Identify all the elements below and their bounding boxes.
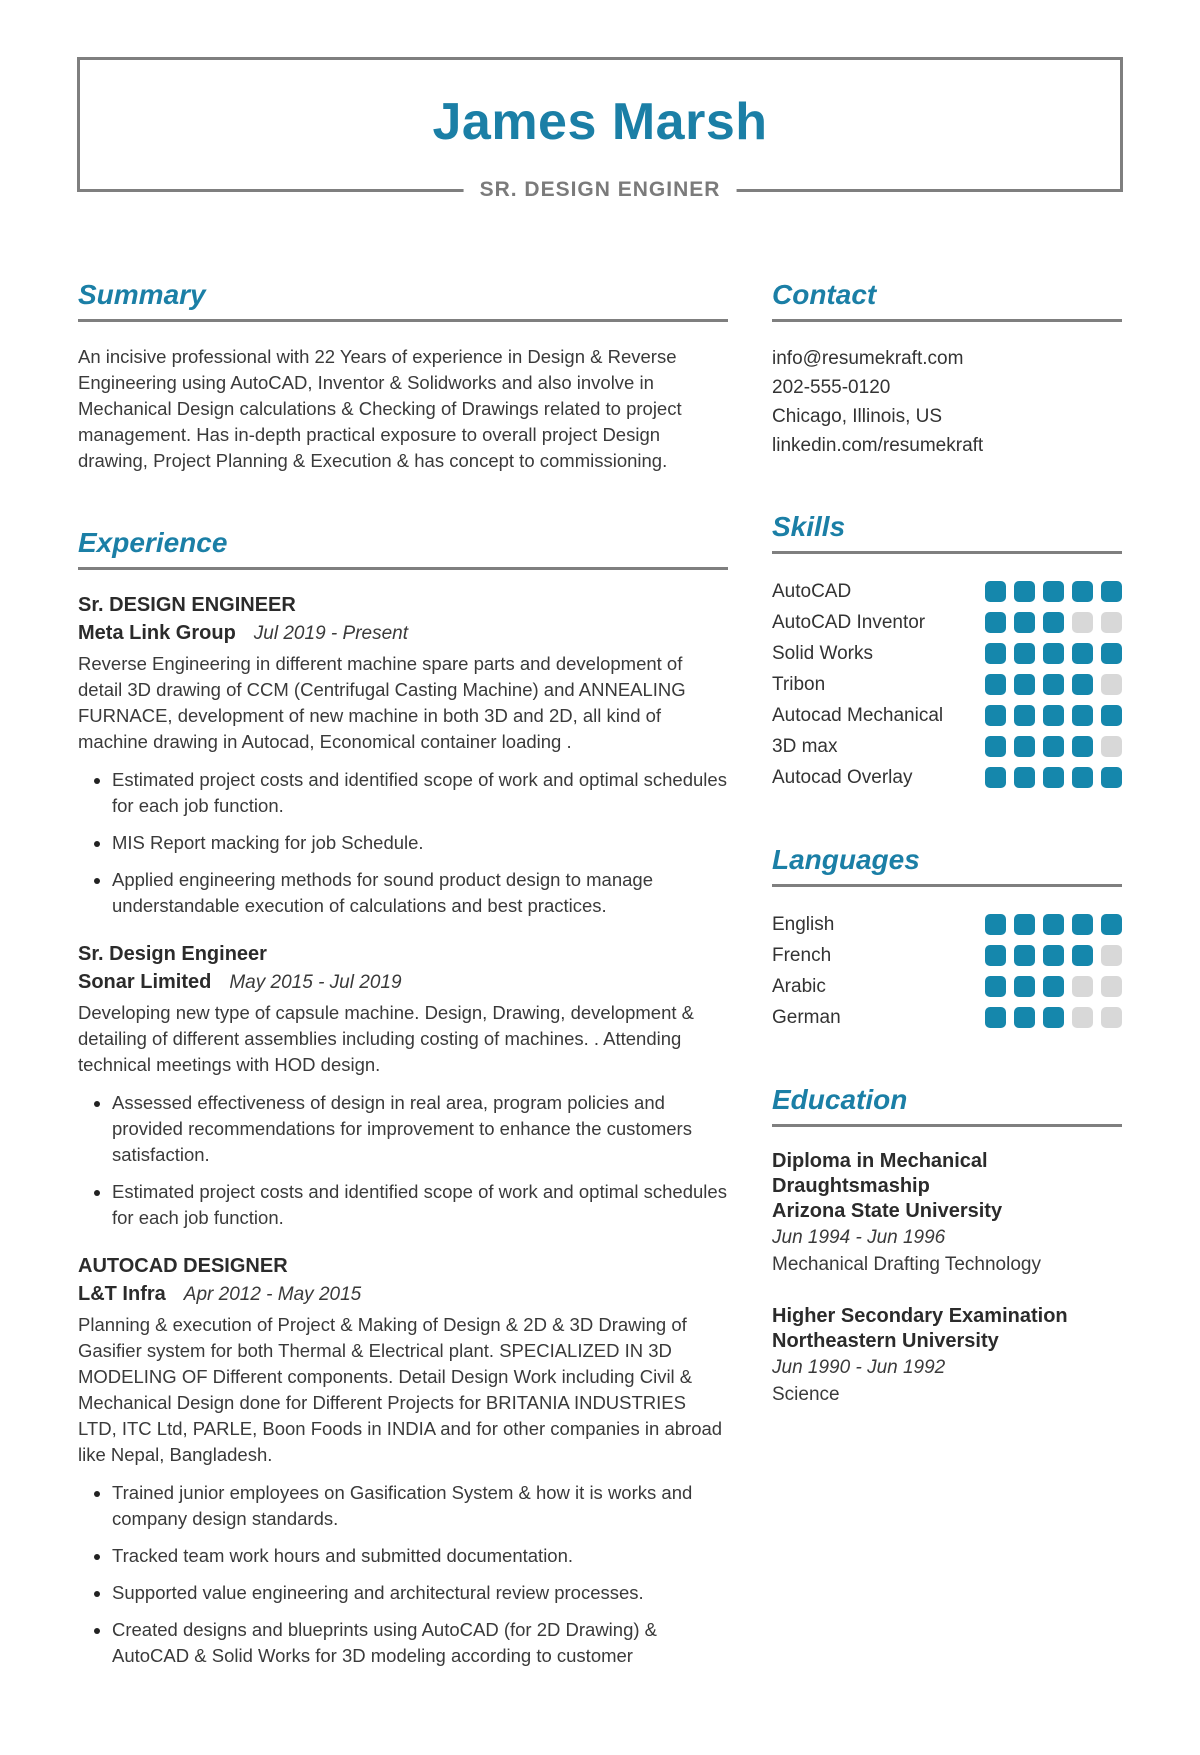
rating-square-filled bbox=[1072, 945, 1093, 966]
rating-square-filled bbox=[1101, 643, 1122, 664]
experience-section bbox=[78, 528, 728, 1669]
rating-square-filled bbox=[1014, 643, 1035, 664]
skill-row bbox=[772, 731, 1122, 762]
rating-square-filled bbox=[985, 674, 1006, 695]
job-dates: Apr 2012 - May 2015 bbox=[183, 1284, 362, 1305]
rating-square-filled bbox=[1043, 945, 1064, 966]
skill-name: 3D max bbox=[772, 735, 838, 757]
header-job-title: SR. DESIGN ENGINER bbox=[464, 176, 737, 204]
rating-square-filled bbox=[1014, 767, 1035, 788]
header bbox=[77, 57, 1123, 201]
rating-square-filled bbox=[1101, 705, 1122, 726]
rating-square-filled bbox=[1043, 1007, 1064, 1028]
skill-rating bbox=[985, 643, 1122, 664]
rating-square-filled bbox=[1072, 581, 1093, 602]
rating-square-filled bbox=[985, 581, 1006, 602]
rating-square-filled bbox=[1072, 643, 1093, 664]
rating-square-filled bbox=[1014, 581, 1035, 602]
rating-square-filled bbox=[985, 914, 1006, 935]
rating-square-empty bbox=[1101, 945, 1122, 966]
education-dates: Jun 1994 - Jun 1996 bbox=[772, 1227, 946, 1248]
rating-square-empty bbox=[1101, 612, 1122, 633]
job-meta bbox=[78, 968, 728, 998]
skill-rating bbox=[985, 674, 1122, 695]
skill-rating bbox=[985, 767, 1122, 788]
rating-square-empty bbox=[1072, 612, 1093, 633]
job-entry bbox=[78, 592, 728, 919]
languages-section bbox=[772, 845, 1122, 1033]
rating-square-empty bbox=[1072, 976, 1093, 997]
job-bullet: • Estimated project costs and identified scope of work and optimal schedules for each job function. bbox=[112, 767, 728, 819]
job-meta bbox=[78, 619, 728, 649]
job-bullet-list bbox=[78, 1480, 728, 1669]
contact-email: info@resumekraft.com bbox=[772, 348, 964, 369]
education-field: Mechanical Drafting Technology bbox=[772, 1254, 1041, 1275]
education-degree: Higher Secondary Examination bbox=[772, 1305, 1068, 1327]
job-title: Sr. DESIGN ENGINEER bbox=[78, 594, 296, 616]
rating-square-filled bbox=[985, 705, 1006, 726]
summary-section bbox=[78, 280, 728, 474]
language-name: French bbox=[772, 944, 832, 966]
rating-square-filled bbox=[1072, 736, 1093, 757]
education-school: Arizona State University bbox=[772, 1200, 1003, 1222]
skill-name: Tribon bbox=[772, 673, 826, 695]
skill-rating bbox=[985, 612, 1122, 633]
rating-square-filled bbox=[985, 976, 1006, 997]
rating-square-filled bbox=[1014, 976, 1035, 997]
job-description: Developing new type of capsule machine. Design, Drawing, development & detailing of different assemblies including costing of machines. . Attending technical meetings with HOD design. bbox=[78, 1002, 694, 1075]
contact-linkedin: linkedin.com/resumekraft bbox=[772, 435, 984, 456]
experience-heading: Experience bbox=[78, 528, 728, 570]
skill-name: AutoCAD bbox=[772, 580, 852, 602]
language-row bbox=[772, 971, 1122, 1002]
job-entry bbox=[78, 941, 728, 1231]
rating-square-filled bbox=[985, 767, 1006, 788]
job-title: AUTOCAD DESIGNER bbox=[78, 1255, 288, 1277]
skill-row bbox=[772, 669, 1122, 700]
content-columns bbox=[0, 280, 1200, 1669]
rating-square-filled bbox=[985, 643, 1006, 664]
language-name: Arabic bbox=[772, 975, 826, 997]
job-bullet: • MIS Report macking for job Schedule. bbox=[112, 830, 728, 856]
rating-square-filled bbox=[1043, 674, 1064, 695]
job-company: L&T Infra bbox=[78, 1283, 166, 1305]
job-dates: Jul 2019 - Present bbox=[253, 623, 408, 644]
rating-square-filled bbox=[985, 612, 1006, 633]
education-entry bbox=[772, 1304, 1122, 1408]
languages-heading: Languages bbox=[772, 845, 1122, 887]
education-heading: Education bbox=[772, 1085, 1122, 1127]
contact-phone: 202-555-0120 bbox=[772, 377, 891, 398]
job-bullet: • Supported value engineering and architectural review processes. bbox=[112, 1580, 728, 1606]
rating-square-empty bbox=[1101, 1007, 1122, 1028]
language-row bbox=[772, 909, 1122, 940]
job-bullet: • Trained junior employees on Gasification System & how it is works and company design standards. bbox=[112, 1480, 728, 1532]
contact-heading: Contact bbox=[772, 280, 1122, 322]
job-dates: May 2015 - Jul 2019 bbox=[229, 972, 402, 993]
contact-section bbox=[772, 280, 1122, 460]
language-rating bbox=[985, 1007, 1122, 1028]
rating-square-filled bbox=[1043, 914, 1064, 935]
rating-square-filled bbox=[1014, 945, 1035, 966]
job-description: Planning & execution of Project & Making of Design & 2D & 3D Drawing of Gasifier system for both Thermal & Electrical plant. SPECIALIZED IN 3D MODELING OF Different components. Detail Design Work including Civil & Mechanical Design done for Different Projects for BRITANIA INDUSTRIES LTD, ITC Ltd, PARLE, Boon Foods in INDIA and for other companies in abroad like Nepal, Bangladesh. bbox=[78, 1314, 723, 1465]
skill-name: Solid Works bbox=[772, 642, 874, 664]
rating-square-filled bbox=[985, 1007, 1006, 1028]
language-name: German bbox=[772, 1006, 841, 1028]
education-degree: Diploma in Mechanical Draughtsmaship bbox=[772, 1150, 988, 1197]
education-field: Science bbox=[772, 1384, 840, 1405]
rating-square-filled bbox=[1101, 581, 1122, 602]
language-row bbox=[772, 940, 1122, 971]
skills-section bbox=[772, 512, 1122, 793]
education-section bbox=[772, 1085, 1122, 1408]
rating-square-filled bbox=[1072, 674, 1093, 695]
rating-square-filled bbox=[1014, 674, 1035, 695]
job-bullet: • Estimated project costs and identified scope of work and optimal schedules for each job function. bbox=[112, 1179, 728, 1231]
rating-square-filled bbox=[1043, 767, 1064, 788]
skill-rating bbox=[985, 581, 1122, 602]
job-bullet-list bbox=[78, 767, 728, 919]
skill-rating bbox=[985, 705, 1122, 726]
rating-square-empty bbox=[1072, 1007, 1093, 1028]
education-entry bbox=[772, 1149, 1122, 1278]
person-name: James Marsh bbox=[432, 92, 768, 151]
education-dates: Jun 1990 - Jun 1992 bbox=[772, 1357, 946, 1378]
rating-square-filled bbox=[1014, 914, 1035, 935]
rating-square-filled bbox=[1043, 643, 1064, 664]
rating-square-empty bbox=[1101, 736, 1122, 757]
skill-name: Autocad Mechanical bbox=[772, 704, 944, 726]
rating-square-filled bbox=[1014, 1007, 1035, 1028]
rating-square-filled bbox=[985, 945, 1006, 966]
job-entry bbox=[78, 1253, 728, 1669]
rating-square-filled bbox=[1043, 612, 1064, 633]
job-description: Reverse Engineering in different machine spare parts and development of detail 3D drawing of CCM (Centrifugal Casting Machine) and ANNEALING FURNACE, development of new machine in both 3D and 2D, all kind of machine drawing in Autocad, Economical container loading . bbox=[78, 653, 686, 752]
job-bullet: • Applied engineering methods for sound product design to manage understandable execution of calculations and best practices. bbox=[112, 867, 728, 919]
skill-row bbox=[772, 638, 1122, 669]
skill-rating bbox=[985, 736, 1122, 757]
language-rating bbox=[985, 914, 1122, 935]
rating-square-filled bbox=[1101, 767, 1122, 788]
summary-heading: Summary bbox=[78, 280, 728, 322]
education-school: Northeastern University bbox=[772, 1330, 999, 1352]
contact-location: Chicago, Illinois, US bbox=[772, 406, 943, 427]
right-column bbox=[772, 280, 1122, 1669]
skills-heading: Skills bbox=[772, 512, 1122, 554]
rating-square-empty bbox=[1101, 976, 1122, 997]
job-title: Sr. Design Engineer bbox=[78, 943, 267, 965]
language-rating bbox=[985, 945, 1122, 966]
skill-name: AutoCAD Inventor bbox=[772, 611, 926, 633]
rating-square-filled bbox=[1043, 581, 1064, 602]
rating-square-filled bbox=[1014, 736, 1035, 757]
rating-square-filled bbox=[1014, 705, 1035, 726]
rating-square-filled bbox=[985, 736, 1006, 757]
language-rating bbox=[985, 976, 1122, 997]
rating-square-filled bbox=[1014, 612, 1035, 633]
rating-square-filled bbox=[1043, 705, 1064, 726]
job-meta bbox=[78, 1280, 728, 1310]
job-company: Meta Link Group bbox=[78, 622, 236, 644]
language-row bbox=[772, 1002, 1122, 1033]
resume-page bbox=[0, 57, 1200, 1755]
skill-name: Autocad Overlay bbox=[772, 766, 913, 788]
summary-text: An incisive professional with 22 Years of experience in Design & Reverse Engineering using AutoCAD, Inventor & Solidworks and also involve in Mechanical Design calculations & Checking of Drawings related to project management. Has in-depth practical exposure to overall project Design drawing, Project Planning & Execution & has concept to commissioning. bbox=[78, 346, 682, 471]
job-bullet: • Assessed effectiveness of design in real area, program policies and provided recommendations for improvement to enhance the customers satisfaction. bbox=[112, 1090, 728, 1168]
job-bullet: • Created designs and blueprints using AutoCAD (for 2D Drawing) & AutoCAD & Solid Works for 3D modeling according to customer bbox=[112, 1617, 728, 1669]
rating-square-filled bbox=[1072, 767, 1093, 788]
rating-square-empty bbox=[1101, 674, 1122, 695]
rating-square-filled bbox=[1043, 736, 1064, 757]
job-bullet-list bbox=[78, 1090, 728, 1231]
skill-row bbox=[772, 762, 1122, 793]
rating-square-filled bbox=[1101, 914, 1122, 935]
language-name: English bbox=[772, 913, 835, 935]
job-company: Sonar Limited bbox=[78, 971, 212, 993]
rating-square-filled bbox=[1072, 914, 1093, 935]
skill-row bbox=[772, 700, 1122, 731]
left-column bbox=[78, 280, 728, 1669]
job-bullet: • Tracked team work hours and submitted documentation. bbox=[112, 1543, 728, 1569]
skill-row bbox=[772, 576, 1122, 607]
skill-row bbox=[772, 607, 1122, 638]
rating-square-filled bbox=[1043, 976, 1064, 997]
rating-square-filled bbox=[1072, 705, 1093, 726]
